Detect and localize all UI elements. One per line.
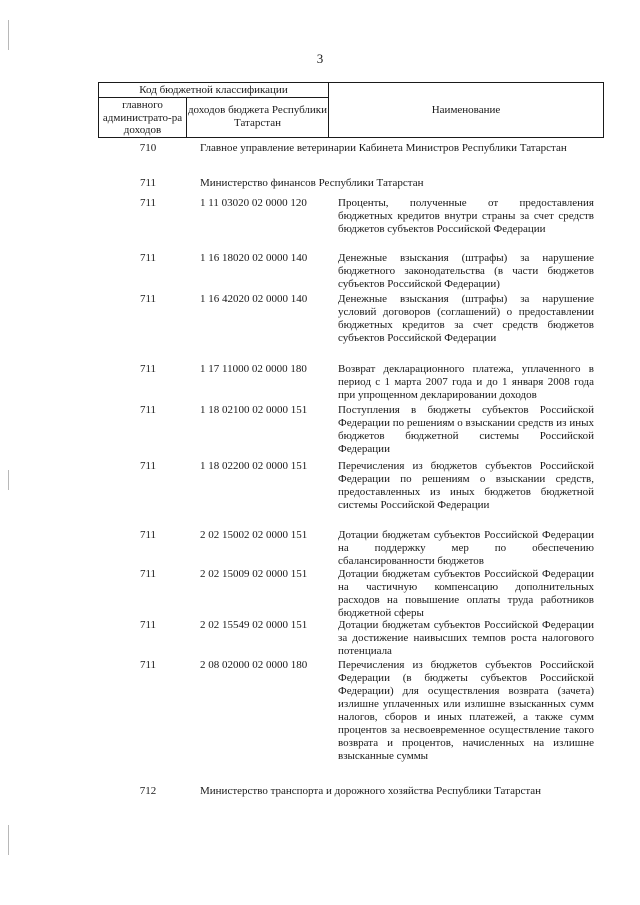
income-code: 1 16 42020 02 0000 140 bbox=[200, 293, 308, 305]
income-code: 2 08 02000 02 0000 180 bbox=[200, 659, 308, 671]
admin-code: 711 bbox=[139, 197, 157, 209]
income-code: 1 18 02100 02 0000 151 bbox=[200, 404, 308, 416]
income-code: 1 11 03020 02 0000 120 bbox=[200, 197, 307, 209]
income-description: Перечисления из бюджетов субъектов Российской Федерации (в бюджеты субъектов Российской Федерации) для осуществления возврата (зачета) излишне уплаченных или излишне взысканных сумм налогов, сборов и иных платежей, а также сумм процентов за несвоевременное осуществление такого возврата и процентов, начисленных на излишне взысканные суммы bbox=[338, 659, 594, 762]
scan-edge-mark bbox=[8, 825, 9, 855]
classification-header-table bbox=[98, 82, 604, 138]
income-description: Денежные взыскания (штрафы) за нарушение бюджетного законодательства (в части бюджетов субъектов Российской Федерации) bbox=[338, 252, 594, 290]
income-code: 1 16 18020 02 0000 140 bbox=[200, 252, 308, 264]
scan-edge-mark bbox=[8, 470, 9, 490]
income-description: Дотации бюджетам субъектов Российской Федерации на частичную компенсацию дополнительных расходов на повышение оплаты труда работников бюджетной сферы bbox=[338, 568, 594, 619]
income-description: Возврат декларационного платежа, уплаченного в период с 1 марта 2007 года и до 1 января 2008 года при упрощенном декларировании доходов bbox=[338, 363, 594, 401]
ministry-name: Министерство финансов Республики Татарстан bbox=[200, 177, 424, 189]
income-description: Дотации бюджетам субъектов Российской Федерации на поддержку мер по обеспечению сбалансированности бюджетов bbox=[338, 529, 594, 567]
admin-code: 711 bbox=[139, 363, 157, 375]
ministry-name: Главное управление ветеринарии Кабинета Министров Республики Татарстан bbox=[200, 142, 567, 154]
budget-income-header: доходов бюджета Республики Татарстан bbox=[187, 98, 329, 137]
admin-code: 711 bbox=[139, 252, 157, 264]
admin-code: 711 bbox=[139, 404, 157, 416]
income-description: Проценты, полученные от предоставления бюджетных кредитов внутри страны за счет средств бюджетов субъектов Российской Федерации bbox=[338, 197, 594, 235]
main-administrator-header: главного администрато-ра доходов bbox=[99, 98, 187, 137]
admin-code: 711 bbox=[139, 529, 157, 541]
page-number: 3 bbox=[316, 51, 324, 66]
scan-edge-mark bbox=[8, 20, 9, 50]
income-description: Поступления в бюджеты субъектов Российской Федерации по решениям о взыскании средств из иных бюджетов бюджетной системы Российской Федерации bbox=[338, 404, 594, 455]
admin-code: 712 bbox=[139, 785, 157, 797]
income-description: Дотации бюджетам субъектов Российской Федерации за достижение наивысших темпов роста налогового потенциала bbox=[338, 619, 594, 657]
admin-code: 711 bbox=[139, 460, 157, 472]
budget-classification-code-header: Код бюджетной классификации bbox=[99, 83, 329, 98]
admin-code: 711 bbox=[139, 177, 157, 189]
income-code: 1 18 02200 02 0000 151 bbox=[200, 460, 308, 472]
ministry-name: Министерство транспорта и дорожного хозяйства Республики Татарстан bbox=[200, 785, 542, 797]
income-description: Перечисления из бюджетов субъектов Российской Федерации по решениям о взыскании средств, предоставленных из иных бюджетов бюджетной системы Российской Федерации bbox=[338, 460, 594, 511]
income-description: Денежные взыскания (штрафы) за нарушение условий договоров (соглашений) о предоставлении бюджетных кредитов за счет средств бюджетов субъектов Российской Федерации bbox=[338, 293, 594, 344]
income-code: 2 02 15009 02 0000 151 bbox=[200, 568, 308, 580]
admin-code: 711 bbox=[139, 619, 157, 631]
name-header: Наименование bbox=[431, 104, 501, 116]
income-code: 1 17 11000 02 0000 180 bbox=[200, 363, 307, 375]
admin-code: 711 bbox=[139, 293, 157, 305]
admin-code: 711 bbox=[139, 659, 157, 671]
income-code: 2 02 15002 02 0000 151 bbox=[200, 529, 308, 541]
admin-code: 711 bbox=[139, 568, 157, 580]
admin-code: 710 bbox=[139, 142, 157, 154]
income-code: 2 02 15549 02 0000 151 bbox=[200, 619, 308, 631]
